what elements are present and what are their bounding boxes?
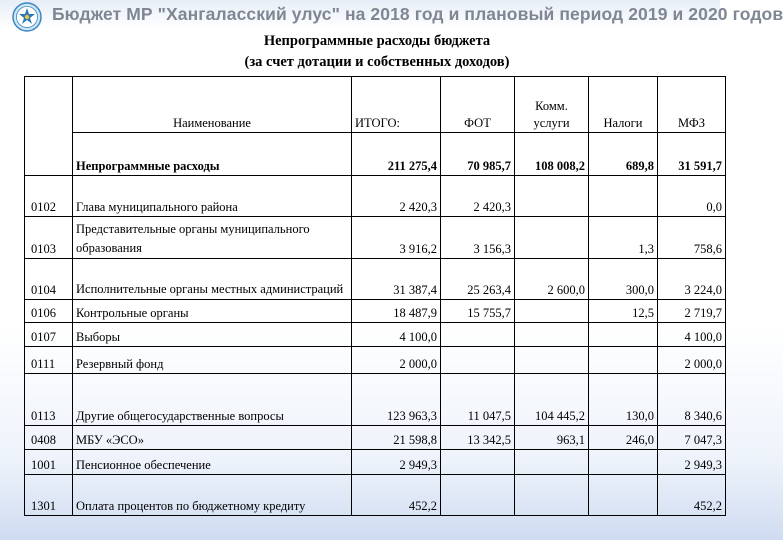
row-fot: 2 420,3 <box>441 176 515 216</box>
row-name: Пенсионное обеспечение <box>73 449 352 475</box>
row-nalogi <box>589 475 658 516</box>
row-itogo: 452,2 <box>352 475 441 516</box>
row-code: 0111 <box>25 346 73 374</box>
table-row <box>25 449 726 475</box>
table-row <box>25 374 726 426</box>
row-mfz: 3 224,0 <box>658 259 726 299</box>
row-nalogi: 12,5 <box>589 299 658 322</box>
row-komm: 2 600,0 <box>515 259 589 299</box>
row-name: Выборы <box>73 323 352 346</box>
row-itogo: 4 100,0 <box>352 323 441 346</box>
row-code: 0106 <box>25 299 73 322</box>
row-code: 0103 <box>25 216 73 259</box>
row-nalogi: 130,0 <box>589 374 658 426</box>
row-mfz: 2 000,0 <box>658 346 726 374</box>
row-code: 1001 <box>25 449 73 475</box>
column-header-nalogi: Налоги <box>589 77 658 133</box>
row-mfz: 758,6 <box>658 216 726 259</box>
row-itogo: 21 598,8 <box>352 426 441 449</box>
budget-table <box>24 76 726 516</box>
column-header-name: Наименование <box>73 77 352 133</box>
row-komm <box>515 216 589 259</box>
row-nalogi <box>589 346 658 374</box>
table-row <box>25 426 726 449</box>
row-itogo: 3 916,2 <box>352 216 441 259</box>
row-komm: 104 445,2 <box>515 374 589 426</box>
row-code: 0104 <box>25 259 73 299</box>
row-komm <box>515 299 589 322</box>
row-mfz: 0,0 <box>658 176 726 216</box>
table-header-row <box>25 77 726 133</box>
row-code: 0107 <box>25 323 73 346</box>
table-row <box>25 323 726 346</box>
row-mfz: 7 047,3 <box>658 426 726 449</box>
row-code: 0102 <box>25 176 73 216</box>
row-nalogi <box>589 449 658 475</box>
row-mfz: 452,2 <box>658 475 726 516</box>
row-fot <box>441 346 515 374</box>
row-itogo: 31 387,4 <box>352 259 441 299</box>
row-name: Другие общегосударственные вопросы <box>73 374 352 426</box>
table-subtitle: (за счет дотации и собственных доходов) <box>244 54 510 70</box>
row-itogo: 2 420,3 <box>352 176 441 216</box>
row-komm <box>515 346 589 374</box>
row-komm <box>515 475 589 516</box>
column-header-komm-line1: Комм. <box>535 99 568 114</box>
table-title: Непрограммные расходы бюджета <box>263 33 491 49</box>
row-mfz: 8 340,6 <box>658 374 726 426</box>
row-komm <box>515 323 589 346</box>
row-nalogi: 1,3 <box>589 216 658 259</box>
row-fot <box>441 475 515 516</box>
row-komm <box>515 449 589 475</box>
row-nalogi: 246,0 <box>589 426 658 449</box>
row-fot <box>441 449 515 475</box>
row-komm <box>515 176 589 216</box>
coat-of-arms-emblem-icon <box>12 2 42 32</box>
row-itogo: 18 487,9 <box>352 299 441 322</box>
total-fot: 70 985,7 <box>441 133 515 176</box>
row-name: Контрольные органы <box>73 299 352 322</box>
column-header-itogo: ИТОГО: <box>352 77 441 133</box>
row-code: 1301 <box>25 475 73 516</box>
column-header-komm-line2: услуги <box>533 116 570 131</box>
row-fot: 3 156,3 <box>441 216 515 259</box>
row-fot: 15 755,7 <box>441 299 515 322</box>
row-fot: 25 263,4 <box>441 259 515 299</box>
row-itogo: 2 000,0 <box>352 346 441 374</box>
row-name: Оплата процентов по бюджетному кредиту <box>73 475 352 516</box>
total-nalogi: 689,8 <box>589 133 658 176</box>
total-mfz: 31 591,7 <box>658 133 726 176</box>
row-itogo: 123 963,3 <box>352 374 441 426</box>
row-name: Представительные органы муниципального образования <box>73 216 352 259</box>
row-code: 0408 <box>25 426 73 449</box>
row-name: Глава муниципального района <box>73 176 352 216</box>
row-name: МБУ «ЭСО» <box>73 426 352 449</box>
row-name: Исполнительные органы местных администраций <box>73 259 352 299</box>
row-fot: 13 342,5 <box>441 426 515 449</box>
row-mfz: 4 100,0 <box>658 323 726 346</box>
table-row <box>25 259 726 299</box>
total-komm: 108 008,2 <box>515 133 589 176</box>
total-name: Непрограммные расходы <box>73 133 352 176</box>
column-header-komm <box>515 77 589 133</box>
row-nalogi <box>589 176 658 216</box>
table-row <box>25 216 726 259</box>
table-row <box>25 299 726 322</box>
row-komm: 963,1 <box>515 426 589 449</box>
row-nalogi: 300,0 <box>589 259 658 299</box>
row-fot: 11 047,5 <box>441 374 515 426</box>
table-row <box>25 346 726 374</box>
row-code: 0113 <box>25 374 73 426</box>
row-nalogi <box>589 323 658 346</box>
row-mfz: 2 949,3 <box>658 449 726 475</box>
row-mfz: 2 719,7 <box>658 299 726 322</box>
code-header-cell <box>25 77 73 176</box>
row-fot <box>441 323 515 346</box>
row-itogo: 2 949,3 <box>352 449 441 475</box>
total-itogo: 211 275,4 <box>352 133 441 176</box>
column-header-mfz: МФЗ <box>658 77 726 133</box>
table-row <box>25 475 726 516</box>
row-name: Резервный фонд <box>73 346 352 374</box>
table-row <box>25 176 726 216</box>
column-header-fot: ФОТ <box>441 77 515 133</box>
document-title: Бюджет МР "Хангаласский улус" на 2018 год и плановый период 2019 и 2020 годов <box>52 4 783 24</box>
total-row <box>25 133 726 176</box>
